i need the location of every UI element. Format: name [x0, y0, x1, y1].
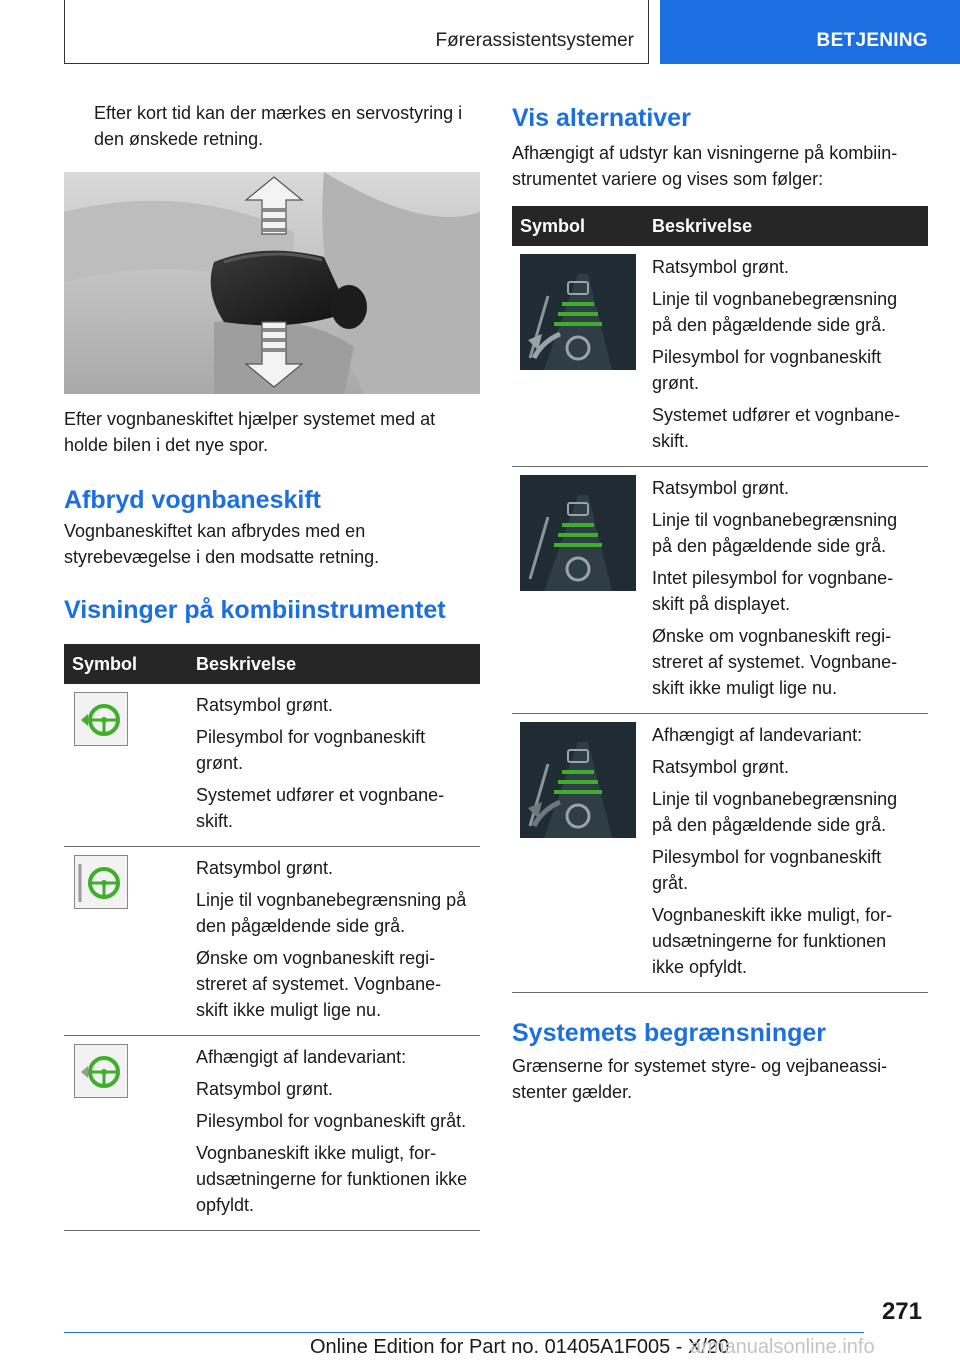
page-number: 271: [881, 1298, 922, 1325]
table-row: [512, 467, 928, 714]
symbol-cell: [64, 684, 188, 847]
header-chapter-title: BETJENING: [816, 30, 928, 51]
description-cell: [644, 246, 928, 467]
desc-line: Linje til vognbanebegrænsning på den pågældende side grå.: [196, 890, 467, 936]
left-symbol-table: [64, 644, 480, 1231]
description-cell: [188, 847, 480, 1036]
steering-wheel-grey-arrow-icon: [74, 1044, 128, 1098]
right-symbol-table: [512, 206, 928, 993]
desc-line: Ønske om vognbaneskift regi-streret af systemet. Vognbane-skift ikke muligt lige nu.: [652, 626, 898, 698]
symbol-cell: [64, 847, 188, 1036]
symbol-cell: [512, 467, 644, 714]
table-row: [512, 246, 928, 467]
heading-abort-lane-change: Afbryd vognbaneskift: [64, 486, 321, 514]
desc-line: Pilesymbol for vognbaneskift grønt.: [652, 347, 882, 393]
desc-line: Linje til vognbanebegrænsning på den pågældende side grå.: [652, 289, 898, 335]
desc-line: Pilesymbol for vognbaneskift grønt.: [196, 727, 426, 773]
col-desc-header: Beskrivelse: [644, 206, 928, 246]
footer-divider: [64, 1332, 864, 1333]
edition-text: Online Edition for Part no. 01405A1F005 - X/20: [310, 1336, 730, 1358]
table-row: [64, 684, 480, 847]
lane-change-display-grey-arrow-icon: [520, 722, 636, 838]
description-cell: [188, 684, 480, 847]
desc-line: Vognbaneskift ikke muligt, for-udsætningerne for funktionen ikke opfyldt.: [196, 1143, 468, 1215]
desc-line: Vognbaneskift ikke muligt, for-udsætningerne for funktionen ikke opfyldt.: [652, 905, 893, 977]
symbol-cell: [512, 714, 644, 993]
limits-paragraph: Grænserne for systemet styre- og vejbaneassi-stenter gælder.: [512, 1056, 888, 1102]
desc-line: Pilesymbol for vognbaneskift gråt.: [196, 1111, 467, 1131]
col-symbol-header: Symbol: [64, 644, 188, 684]
left-column: [64, 100, 480, 1231]
header-chapter-tab[interactable]: [660, 0, 960, 64]
right-column: [512, 100, 928, 1105]
header-section-title: Førerassistentsystemer: [435, 30, 634, 51]
steering-lever-illustration: [64, 172, 480, 394]
desc-line: Linje til vognbanebegrænsning på den pågældende side grå.: [652, 510, 898, 556]
intro-paragraph: Efter kort tid kan der mærkes en servostyring i den ønskede retning.: [94, 103, 463, 149]
desc-line: Afhængigt af landevariant:: [652, 725, 863, 745]
lane-change-display-arrow-icon: [520, 254, 636, 370]
col-symbol-header: Symbol: [512, 206, 644, 246]
after-figure-paragraph: Efter vognbaneskiftet hjælper systemet med at holde bilen i det nye spor.: [64, 409, 436, 455]
header-section-box: [64, 0, 649, 64]
desc-line: Afhængigt af landevariant:: [196, 1047, 407, 1067]
table-row: [512, 714, 928, 993]
table-row: [64, 847, 480, 1036]
desc-line: Ratsymbol grønt.: [652, 478, 790, 498]
desc-line: Linje til vognbanebegrænsning på den pågældende side grå.: [652, 789, 898, 835]
desc-line: Ønske om vognbaneskift regi-streret af systemet. Vognbane-skift ikke muligt lige nu.: [196, 948, 442, 1020]
table-row: [64, 1036, 480, 1231]
symbol-cell: [512, 246, 644, 467]
description-cell: [644, 714, 928, 993]
description-cell: [644, 467, 928, 714]
heading-show-alternatives: Vis alternativer: [512, 104, 691, 132]
steering-lever-figure: [64, 172, 480, 394]
desc-line: Ratsymbol grønt.: [652, 757, 790, 777]
alternatives-paragraph: Afhængigt af udstyr kan visningerne på kombiin-strumentet variere og vises som følger:: [512, 143, 898, 189]
heading-system-limits: Systemets begrænsninger: [512, 1019, 826, 1047]
steering-wheel-icon: [74, 855, 128, 909]
abort-paragraph: Vognbaneskiftet kan afbrydes med en styrebevægelse i den modsatte retning.: [64, 521, 380, 567]
desc-line: Pilesymbol for vognbaneskift gråt.: [652, 847, 882, 893]
desc-line: Ratsymbol grønt.: [652, 257, 790, 277]
table-header-row: [64, 644, 480, 684]
heading-instrument-display: Visninger på kombiinstrumentet: [64, 596, 446, 624]
watermark-text: armanualsonline.info: [690, 1336, 875, 1358]
symbol-cell: [64, 1036, 188, 1231]
desc-line: Intet pilesymbol for vognbane-skift på displayet.: [652, 568, 894, 614]
lane-change-display-icon: [520, 475, 636, 591]
desc-line: Systemet udfører et vognbane-skift.: [652, 405, 901, 451]
steering-wheel-arrow-icon: [74, 692, 128, 746]
col-desc-header: Beskrivelse: [188, 644, 480, 684]
desc-line: Ratsymbol grønt.: [196, 1079, 334, 1099]
desc-line: Ratsymbol grønt.: [196, 695, 334, 715]
desc-line: Systemet udfører et vognbane-skift.: [196, 785, 445, 831]
description-cell: [188, 1036, 480, 1231]
table-header-row: [512, 206, 928, 246]
desc-line: Ratsymbol grønt.: [196, 858, 334, 878]
